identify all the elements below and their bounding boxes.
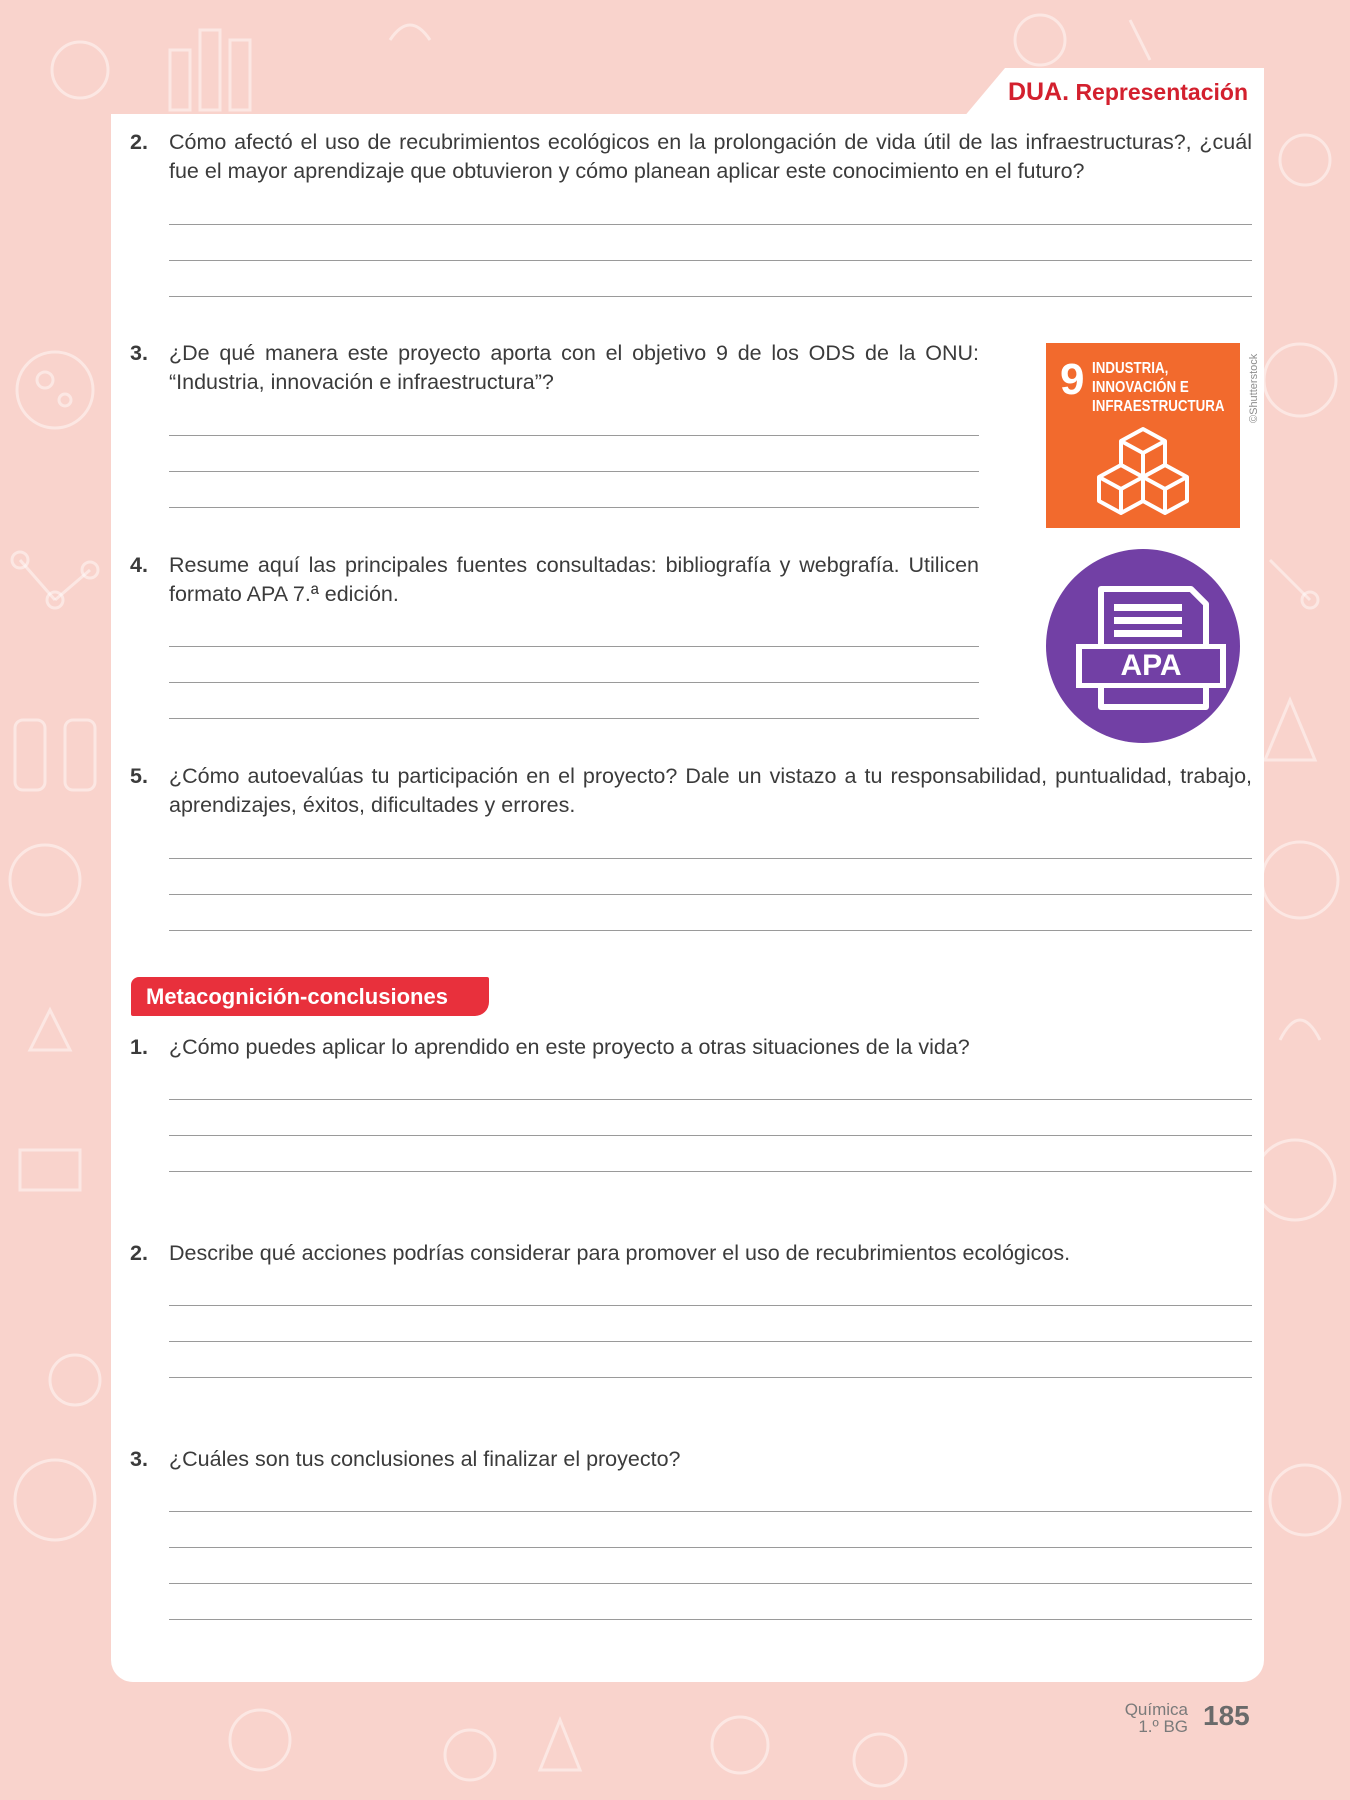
question-4: 4. Resume aquí las principales fuentes consultadas: bibliografía y webgrafía. Utilicen formato APA 7.ª edición. xyxy=(130,553,979,606)
ods9-badge: 9 INDUSTRIA, INNOVACIÓN E INFRAESTRUCTURA xyxy=(1046,343,1240,528)
dua-tab xyxy=(963,68,1264,118)
answer-line[interactable] xyxy=(169,224,1252,225)
answer-line[interactable] xyxy=(169,435,979,436)
page-number: 185 xyxy=(1203,1700,1250,1731)
answer-line[interactable] xyxy=(169,1583,1252,1584)
question-2: 2. Cómo afectó el uso de recubrimientos ecológicos en la prolongación de vida útil de las infraestructuras?, ¿cuál fue el mayor aprendizaje que obtuvieron y cómo planean aplicar este conocimiento en el futuro? xyxy=(130,130,1252,183)
image-credit: ©Shutterstock xyxy=(1248,353,1260,423)
answer-line[interactable] xyxy=(169,894,1252,895)
answer-line[interactable] xyxy=(169,682,979,683)
cubes-icon xyxy=(1046,343,1240,528)
answer-line[interactable] xyxy=(169,1511,1252,1512)
question-5: 5. ¿Cómo autoevalúas tu participación en el proyecto? Dale un vistazo a tu responsabilidad, puntualidad, trabajo, aprendizajes, éxitos, dificultades y errores. xyxy=(130,764,1252,817)
answer-line[interactable] xyxy=(169,646,979,647)
answer-line[interactable] xyxy=(169,930,1252,931)
answer-line[interactable] xyxy=(169,1341,1252,1342)
ods9-label: INDUSTRIA, INNOVACIÓN E INFRAESTRUCTURA xyxy=(1092,360,1225,415)
answer-line[interactable] xyxy=(169,471,979,472)
dua-label: DUA. Representación xyxy=(1007,78,1248,106)
answer-line[interactable] xyxy=(169,718,979,719)
section-heading: Metacognición-conclusiones xyxy=(131,977,489,1016)
answer-line[interactable] xyxy=(169,1619,1252,1620)
document-icon xyxy=(1046,549,1240,743)
answer-line[interactable] xyxy=(169,260,1252,261)
meta-question-2: 2. Describe qué acciones podrías considerar para promover el uso de recubrimientos ecológicos. xyxy=(130,1241,1071,1265)
answer-line[interactable] xyxy=(169,507,979,508)
footer-subject: Química 1.º BG xyxy=(1124,1700,1188,1736)
answer-line[interactable] xyxy=(169,1305,1252,1306)
answer-line[interactable] xyxy=(169,1171,1252,1172)
question-3: 3. ¿De qué manera este proyecto aporta con el objetivo 9 de los ODS de la ONU: “Industria, innovación e infraestructura”? xyxy=(130,341,979,394)
answer-line[interactable] xyxy=(169,858,1252,859)
meta-question-3: 3. ¿Cuáles son tus conclusiones al finalizar el proyecto? xyxy=(130,1447,681,1471)
meta-question-1: 1. ¿Cómo puedes aplicar lo aprendido en este proyecto a otras situaciones de la vida? xyxy=(130,1035,970,1059)
apa-badge xyxy=(1046,549,1240,743)
apa-label: APA xyxy=(1120,649,1182,682)
answer-line[interactable] xyxy=(169,1099,1252,1100)
answer-line[interactable] xyxy=(169,1135,1252,1136)
answer-line[interactable] xyxy=(169,1377,1252,1378)
answer-line[interactable] xyxy=(169,296,1252,297)
answer-line[interactable] xyxy=(169,1547,1252,1548)
